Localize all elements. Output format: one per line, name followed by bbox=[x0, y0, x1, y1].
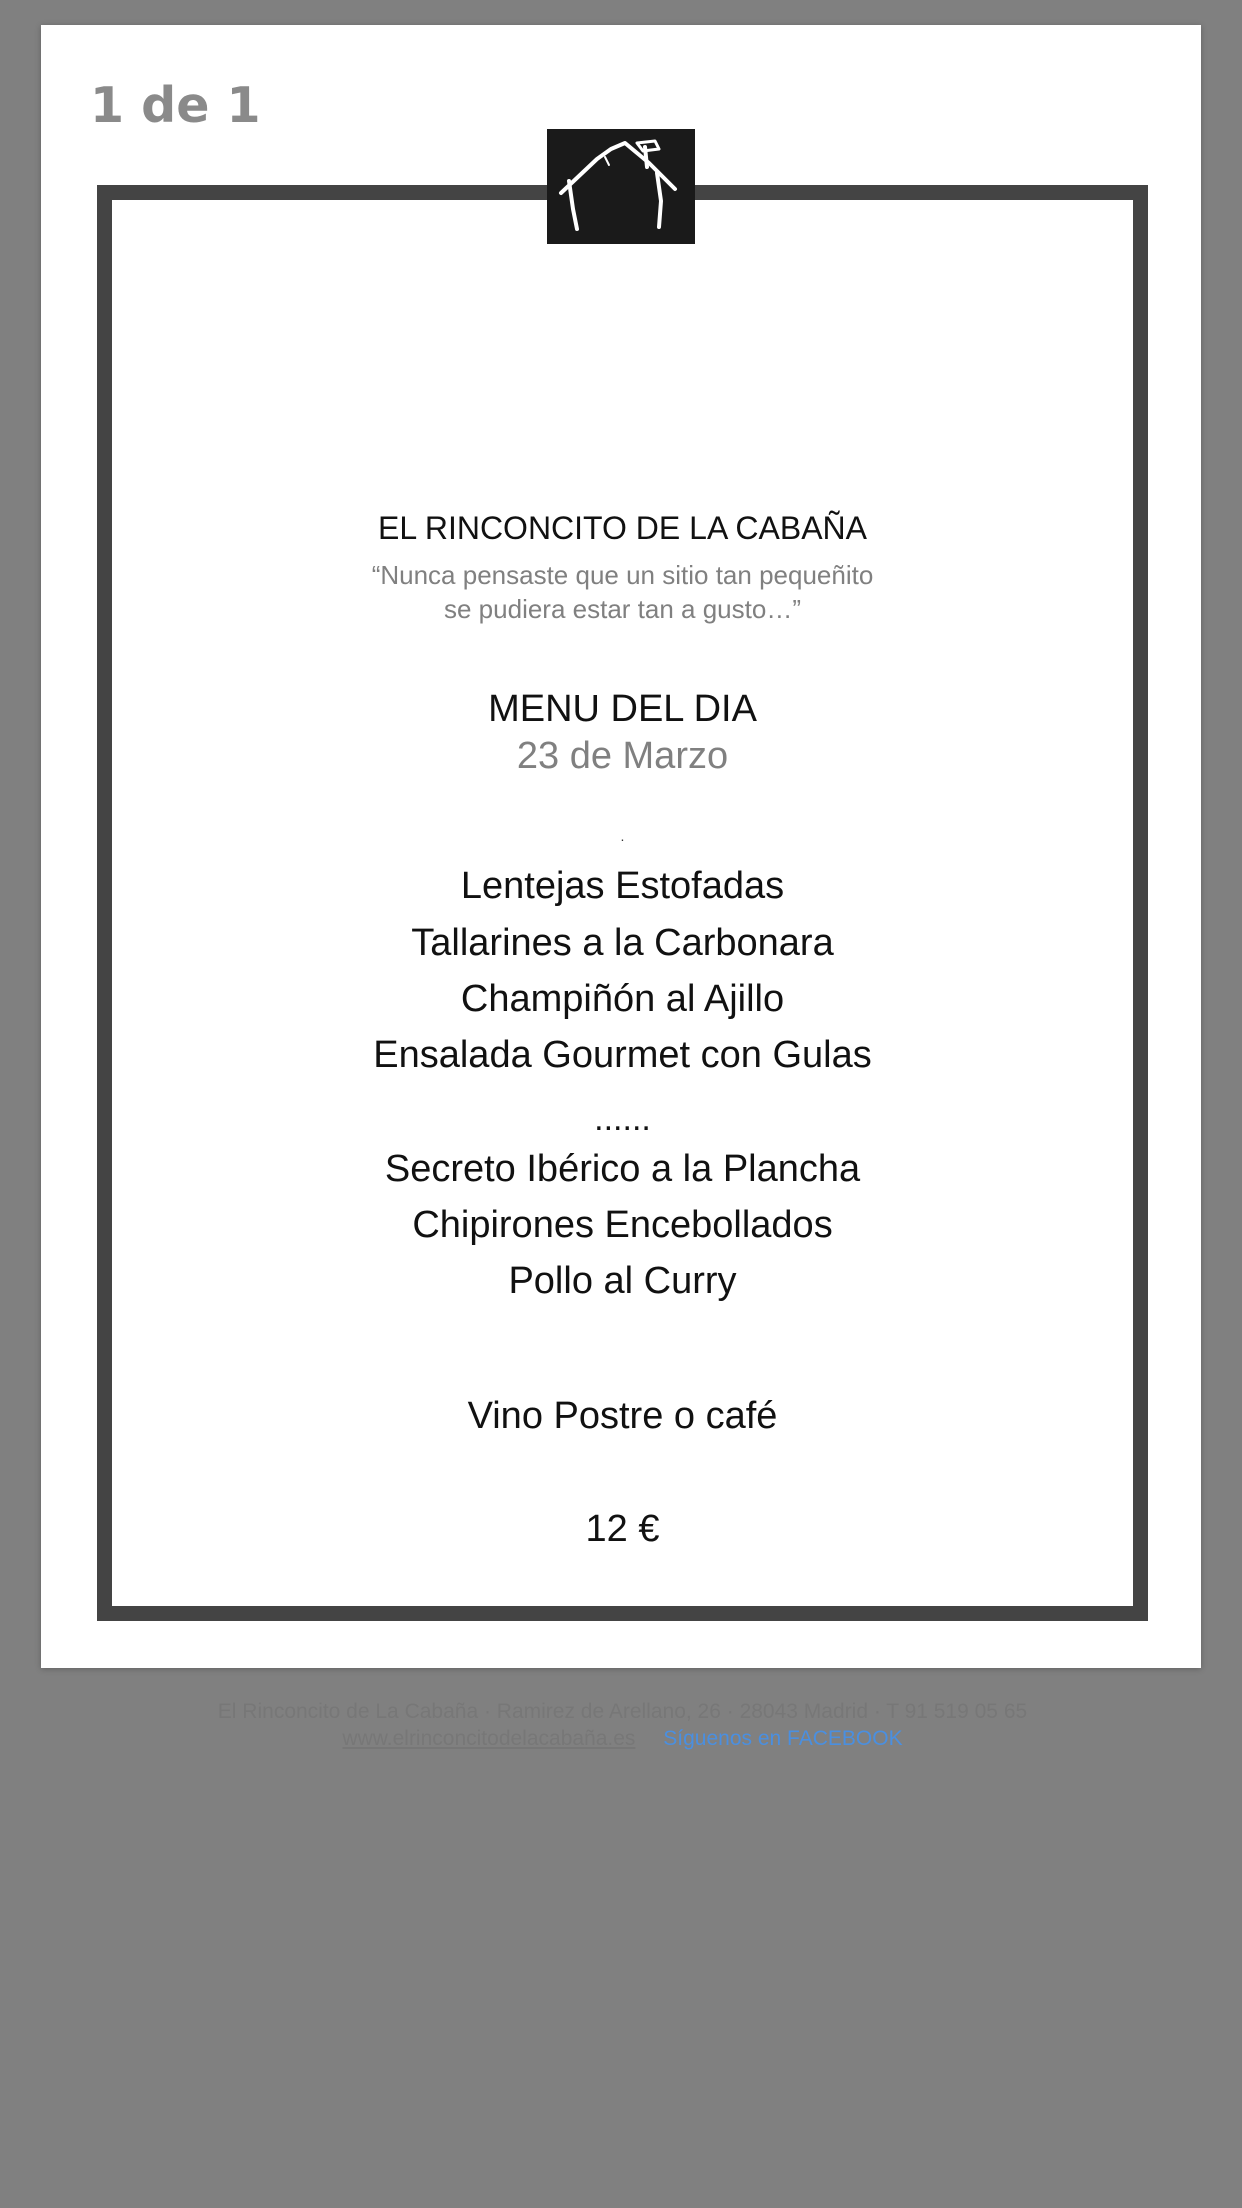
footer-links bbox=[112, 1727, 1133, 1751]
course-separator: ...... bbox=[594, 1100, 651, 1138]
first-course-item: Lentejas Estofadas bbox=[460, 865, 785, 907]
tagline-line-2: se pudiera estar tan a gusto…” bbox=[444, 594, 801, 624]
tagline bbox=[112, 558, 1133, 626]
restaurant-name: EL RINCONCITO DE LA CABAÑA bbox=[377, 510, 867, 546]
second-course-item: Pollo al Curry bbox=[508, 1260, 737, 1302]
menu-price: 12 € bbox=[585, 1508, 660, 1550]
page-indicator: 1 de 1 bbox=[90, 77, 261, 134]
menu-frame bbox=[97, 185, 1148, 1750]
second-course-item: Secreto Ibérico a la Plancha bbox=[384, 1148, 861, 1190]
house-logo-svg bbox=[547, 129, 695, 244]
footer-address: El Rinconcito de La Cabaña · Ramirez de Arellano, 26 · 28043 Madrid · T 91 519 05 65 bbox=[217, 1700, 1028, 1723]
menu-title: MENU DEL DIA bbox=[488, 688, 757, 730]
first-course-item: Champiñón al Ajillo bbox=[460, 978, 785, 1020]
second-course-item: Chipirones Encebollados bbox=[412, 1204, 833, 1246]
house-logo-icon bbox=[547, 129, 695, 244]
document-page bbox=[41, 25, 1201, 1750]
website-link[interactable]: www.elrinconcitodelacabaña.es bbox=[342, 1727, 636, 1750]
facebook-link[interactable]: Síguenos en FACEBOOK bbox=[663, 1727, 903, 1750]
tagline-line-1: “Nunca pensaste que un sitio tan pequeñito bbox=[371, 560, 874, 590]
first-course-item: Tallarines a la Carbonara bbox=[411, 922, 834, 964]
menu-date: 23 de Marzo bbox=[516, 735, 729, 777]
menu-extras: Vino Postre o café bbox=[467, 1395, 778, 1437]
dot-separator: . bbox=[620, 828, 625, 844]
first-course-item: Ensalada Gourmet con Gulas bbox=[373, 1034, 872, 1076]
